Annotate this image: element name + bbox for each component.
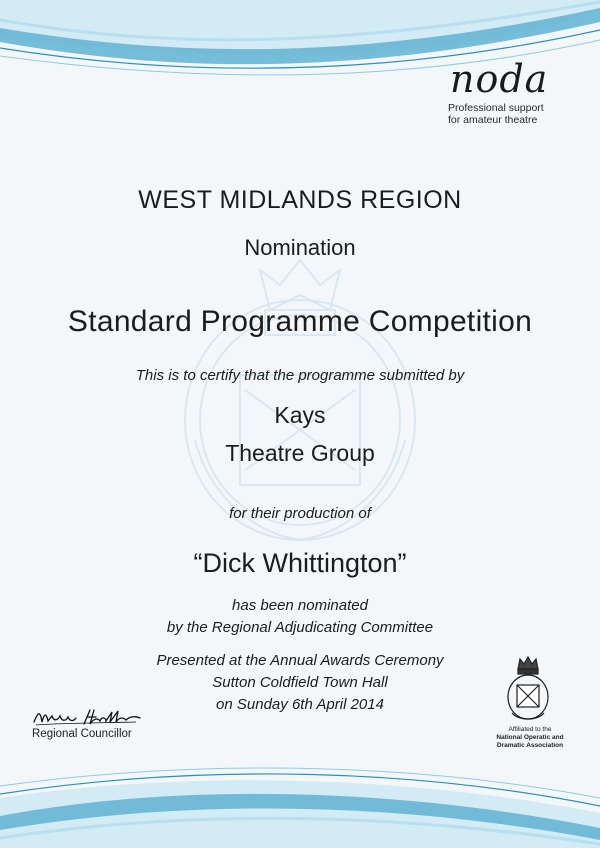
competition-title: Standard Programme Competition xyxy=(67,305,533,338)
presented-line-3: on Sunday 6th April 2014 xyxy=(216,696,384,713)
production-text: for their production of xyxy=(229,505,371,522)
presented-line-2: Sutton Coldfield Town Hall xyxy=(212,674,388,691)
affiliation-text xyxy=(480,726,580,750)
signatory-role: Regional Councillor xyxy=(32,728,132,740)
certify-text: This is to certify that the programme submitted by xyxy=(135,367,465,384)
bottom-wave-decoration xyxy=(0,758,600,848)
group-name-line-2: Theatre Group xyxy=(225,440,375,466)
presented-line-1: Presented at the Annual Awards Ceremony xyxy=(156,652,444,669)
crest-watermark xyxy=(170,240,430,550)
noda-logo xyxy=(448,57,578,126)
signature-image xyxy=(32,706,142,728)
nominated-line-2: by the Regional Adjudicating Committee xyxy=(166,619,434,636)
logo-tagline-1: Professional support xyxy=(448,102,544,114)
region-heading: WEST MIDLANDS REGION xyxy=(138,186,462,214)
noda-crest-badge xyxy=(500,655,556,725)
affiliation-line-3: Dramatic Association xyxy=(496,742,564,749)
affiliation-line-1: Affiliated to the xyxy=(508,726,552,733)
group-name-line-1: Kays xyxy=(274,402,326,428)
award-type: Nomination xyxy=(244,235,356,260)
noda-wordmark: noda xyxy=(450,57,549,101)
production-title: “Dick Whittington” xyxy=(193,548,407,578)
affiliation-line-2: National Operatic and xyxy=(496,734,564,741)
logo-tagline-2: for amateur theatre xyxy=(448,114,538,126)
nominated-line-1: has been nominated xyxy=(232,597,368,614)
